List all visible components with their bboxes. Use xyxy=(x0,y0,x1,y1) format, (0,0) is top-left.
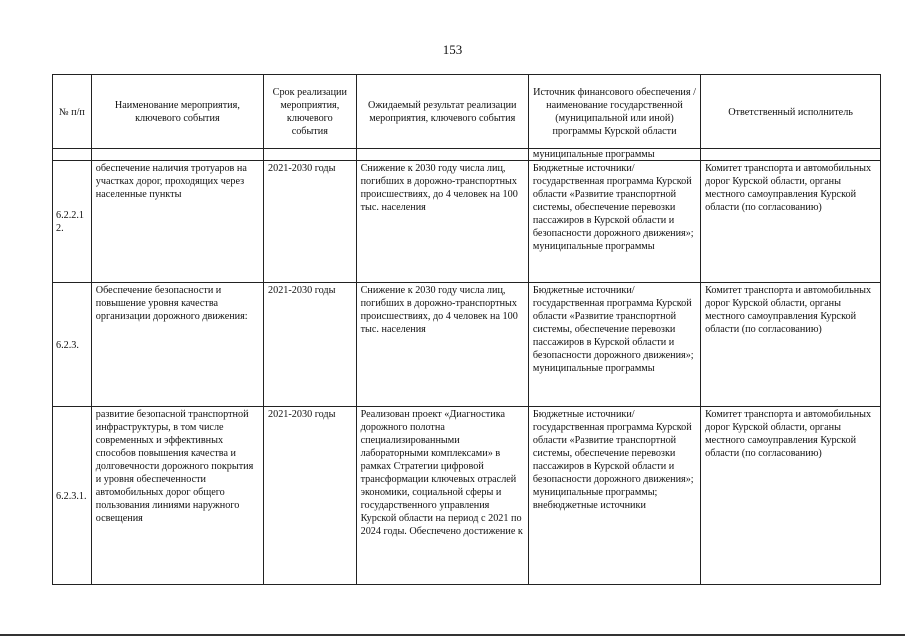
header-source: Источник финансового обеспечения / наименование государственной (муниципальной или иной) программы Курской области xyxy=(528,75,700,149)
row-source: Бюджетные источники/ государственная программа Курской области «Развитие транспортной системы, обеспечение перевозки пассажиров в Курской области и безопасности дорожного движения»; муниципальные программы xyxy=(528,283,700,407)
row-result: Реализован проект «Диагностика дорожного полотна специализированными лабораторными комплексами» в рамках Стратегии цифровой трансформации ключевых отраслей экономики, социальной сферы и государственного управления Курской области на период с 2021 по 2024 годы. Обеспечено достижение к xyxy=(356,407,528,585)
row-source: Бюджетные источники/ государственная программа Курской области «Развитие транспортной системы, обеспечение перевозки пассажиров в Курской области и безопасности дорожного движения»; муниципальные программы; внебюджетные источники xyxy=(528,407,700,585)
row-name: Обеспечение безопасности и повышение уровня качества организации дорожного движения: xyxy=(91,283,263,407)
table-row xyxy=(53,161,881,283)
cont-term xyxy=(264,149,357,161)
row-number: 6.2.3.1. xyxy=(53,407,92,585)
table-row xyxy=(53,283,881,407)
row-responsible: Комитет транспорта и автомобильных дорог Курской области, органы местного самоуправления Курской области (по согласованию) xyxy=(701,161,881,283)
cont-source: муниципальные программы xyxy=(528,149,700,161)
header-name: Наименование мероприятия, ключевого события xyxy=(91,75,263,149)
page-number: 153 xyxy=(442,42,463,57)
header-term: Срок реализации мероприятия, ключевого события xyxy=(264,75,357,149)
row-number: 6.2.2.12. xyxy=(53,161,92,283)
row-name: развитие безопасной транспортной инфраструктуры, в том числе современных и эффективных способов повышения качества и долговечности дорожного покрытия и уровня обеспеченности автомобильных дорог общего пользования линиями наружного освещения xyxy=(91,407,263,585)
row-term: 2021-2030 годы xyxy=(264,161,357,283)
row-term: 2021-2030 годы xyxy=(264,283,357,407)
row-term: 2021-2030 годы xyxy=(264,407,357,585)
row-result: Снижение к 2030 году числа лиц, погибших в дорожно-транспортных происшествиях, до 4 человек на 100 тыс. населения xyxy=(356,283,528,407)
cont-result xyxy=(356,149,528,161)
table-row xyxy=(53,407,881,585)
cont-responsible xyxy=(701,149,881,161)
row-source: Бюджетные источники/ государственная программа Курской области «Развитие транспортной системы, обеспечение перевозки пассажиров в Курской области и безопасности дорожного движения»; муниципальные программы xyxy=(528,161,700,283)
cont-name xyxy=(91,149,263,161)
cont-num xyxy=(53,149,92,161)
row-number: 6.2.3. xyxy=(53,283,92,407)
header-num: № п/п xyxy=(53,75,92,149)
continuation-row xyxy=(53,149,881,161)
row-responsible: Комитет транспорта и автомобильных дорог Курской области, органы местного самоуправления Курской области (по согласованию) xyxy=(701,283,881,407)
row-name: обеспечение наличия тротуаров на участках дорог, проходящих через населенные пункты xyxy=(91,161,263,283)
row-responsible: Комитет транспорта и автомобильных дорог Курской области, органы местного самоуправления Курской области (по согласованию) xyxy=(701,407,881,585)
table-header-row xyxy=(53,75,881,149)
measures-table xyxy=(52,74,881,585)
header-responsible: Ответственный исполнитель xyxy=(701,75,881,149)
page-bottom-edge xyxy=(0,634,905,636)
row-result: Снижение к 2030 году числа лиц, погибших в дорожно-транспортных происшествиях, до 4 человек на 100 тыс. населения xyxy=(356,161,528,283)
header-result: Ожидаемый результат реализации мероприятия, ключевого события xyxy=(356,75,528,149)
